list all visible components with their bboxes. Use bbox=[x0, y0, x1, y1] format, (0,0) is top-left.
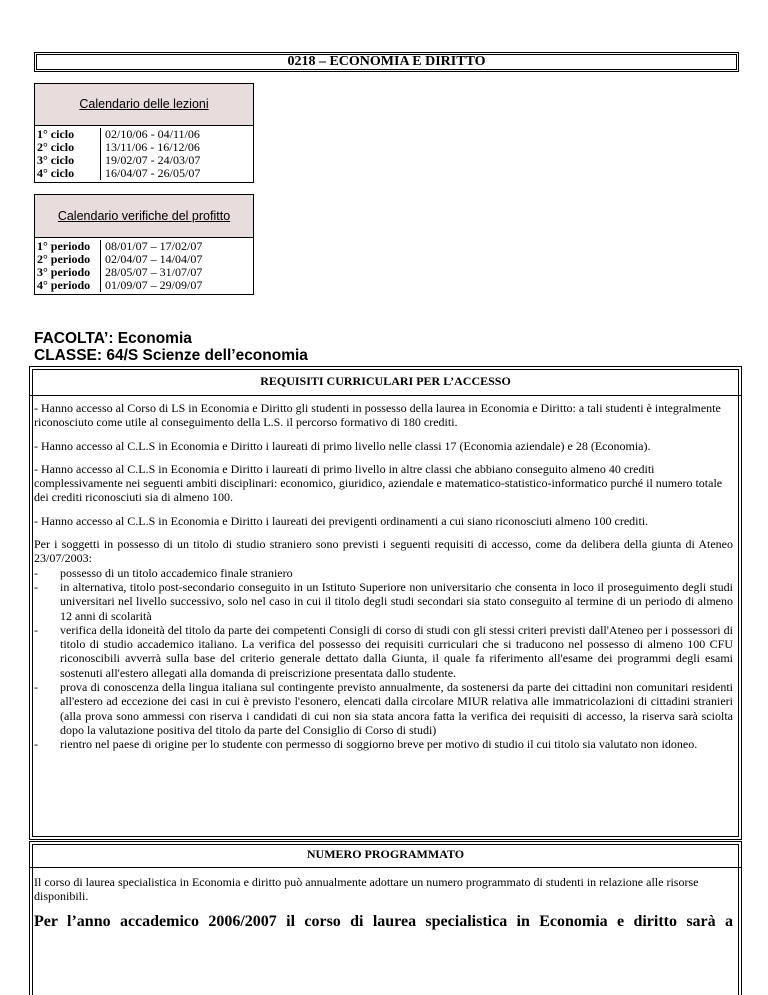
calendario-lezioni-heading: Calendario delle lezioni bbox=[34, 83, 254, 126]
requisiti-paragraph: - Hanno accesso al C.L.S in Economia e Diritto i laureati di primo livello in altre classi che abbiano conseguito almeno 40 crediti complessivamente nei seguenti ambiti disciplinari: economico, giuridico, aziendale e matematico-statistico-informatico purché il numero totale dei crediti riconosciuti sia di almeno 100. bbox=[34, 461, 723, 505]
facolta-heading bbox=[34, 330, 308, 364]
list-dash: - bbox=[34, 579, 38, 594]
calendario-lezioni bbox=[34, 83, 254, 183]
row-label: 2° ciclo bbox=[35, 141, 101, 154]
list-item-text: rientro nel paese di origine per lo studente con permesso di soggiorno breve per motivo di studio il cui titolo sia valutato non idoneo. bbox=[60, 737, 698, 752]
numero-programmato-content bbox=[34, 875, 733, 931]
list-item bbox=[34, 566, 733, 580]
facolta-line: FACOLTA’: Economia bbox=[34, 330, 192, 347]
requisiti-paragraph: - Hanno accesso al Corso di LS in Economia e Diritto gli studenti in possesso della laurea in Economia e Diritto: a tali studenti è integralmente riconosciuto come utile al conseguimento della L.S. il percorso formativo di 180 crediti. bbox=[34, 401, 721, 430]
row-label: 2° periodo bbox=[35, 253, 101, 266]
list-item-text: in alternativa, titolo post-secondario conseguito in un Istituto Superiore non universitario che consenta in loco il proseguimento degli studi universitari nel livello successivo, solo nel caso in cui il titolo degli studi secondari sia stato conseguito al termine di un periodo di almeno 12 anni di scolarità bbox=[60, 579, 733, 623]
list-item bbox=[34, 623, 733, 680]
numero-bold-paragraph: Per l’anno accademico 2006/2007 il corso di laurea specialistica in Economia e diritto sarà a bbox=[34, 912, 733, 930]
row-label: 1° periodo bbox=[35, 240, 101, 253]
lezioni-row bbox=[35, 167, 253, 180]
row-value: 02/10/06 - 04/11/06 bbox=[105, 127, 200, 141]
list-dash: - bbox=[34, 622, 38, 637]
row-value: 19/02/07 - 24/03/07 bbox=[105, 153, 201, 167]
verifiche-row bbox=[35, 279, 253, 292]
requisiti-content bbox=[34, 401, 733, 752]
row-label: 3° ciclo bbox=[35, 154, 101, 167]
row-label: 4° periodo bbox=[35, 279, 101, 292]
list-item-text: verifica della idoneità del titolo da parte dei competenti Consigli di corso di studi con gli stessi criteri previsti dall'Ateneo per i possessori di titolo di studio accademico italiano. La verifica del possesso dei requisiti curriculari che si traducono nel possesso di almeno 100 CFU riconoscibili avverrà sulla base del criterio generale dettato dalla Giunta, il quale fa riferimento all'esame dei programmi degli esami sostenuti all'estero allegati alla domanda di preiscrizione presentata dallo studente. bbox=[60, 622, 733, 680]
numero-programmato-section bbox=[29, 841, 742, 995]
row-value: 08/01/07 – 17/02/07 bbox=[105, 239, 203, 253]
row-value: 02/04/07 – 14/04/07 bbox=[105, 252, 203, 266]
row-label: 3° periodo bbox=[35, 266, 101, 279]
row-value: 16/04/07 - 26/05/07 bbox=[105, 166, 201, 180]
calendario-verifiche-rows bbox=[34, 238, 254, 295]
row-value: 13/11/06 - 16/12/06 bbox=[105, 140, 200, 154]
numero-paragraph: Il corso di laurea specialistica in Economia e diritto può annualmente adottare un numero programmato di studenti in relazione alle risorse disponibili. bbox=[34, 875, 699, 904]
calendario-lezioni-rows bbox=[34, 126, 254, 183]
row-value: 01/09/07 – 29/09/07 bbox=[105, 278, 203, 292]
calendario-verifiche bbox=[34, 194, 254, 295]
numero-programmato-heading: NUMERO PROGRAMMATO bbox=[30, 842, 741, 868]
requisiti-paragraph: - Hanno accesso al C.L.S in Economia e Diritto i laureati dei previgenti ordinamenti a cui siano riconosciuti almeno 100 crediti. bbox=[34, 513, 649, 528]
list-item-text: prova di conoscenza della lingua italiana sul contingente previsto annualmente, da sostenersi da parte dei cittadini non comunitari residenti all'estero ad eccezione dei casi in cui è previsto l'esonero, elencati dalla circolare MIUR relativa alle immatricolazioni di cittadini stranieri (alla prova sono ammessi con riserva i candidati di cui non sia stata ancora fatta la verifica dei requisiti di accesso, la riserva sarà sciolta dopo la valutazione positiva del titolo da parte del Consiglio di Corso di studi) bbox=[60, 680, 733, 737]
calendario-verifiche-heading: Calendario verifiche del profitto bbox=[34, 194, 254, 238]
requisiti-section bbox=[29, 366, 742, 840]
row-label: 1° ciclo bbox=[35, 128, 101, 141]
list-item bbox=[34, 580, 733, 623]
requisiti-paragraph: Per i soggetti in possesso di un titolo di studio straniero sono previsti i seguenti requisiti di accesso, come da delibera della giunta di Ateneo 23/07/2003: bbox=[34, 537, 733, 566]
row-label: 4° ciclo bbox=[35, 167, 101, 180]
list-dash: - bbox=[34, 565, 38, 580]
list-item bbox=[34, 680, 733, 737]
list-item bbox=[34, 737, 733, 751]
classe-line: CLASSE: 64/S Scienze dell’economia bbox=[34, 347, 308, 364]
list-item-text: possesso di un titolo accademico finale straniero bbox=[60, 565, 293, 580]
requisiti-heading: REQUISITI CURRICULARI PER L’ACCESSO bbox=[30, 367, 741, 396]
list-dash: - bbox=[34, 680, 38, 695]
row-value: 28/05/07 – 31/07/07 bbox=[105, 265, 203, 279]
document-title: 0218 – ECONOMIA E DIRITTO bbox=[34, 52, 739, 72]
requisiti-paragraph: - Hanno accesso al C.L.S in Economia e Diritto i laureati di primo livello nelle classi 17 (Economia aziendale) e 28 (Economia). bbox=[34, 438, 651, 453]
list-dash: - bbox=[34, 737, 38, 752]
